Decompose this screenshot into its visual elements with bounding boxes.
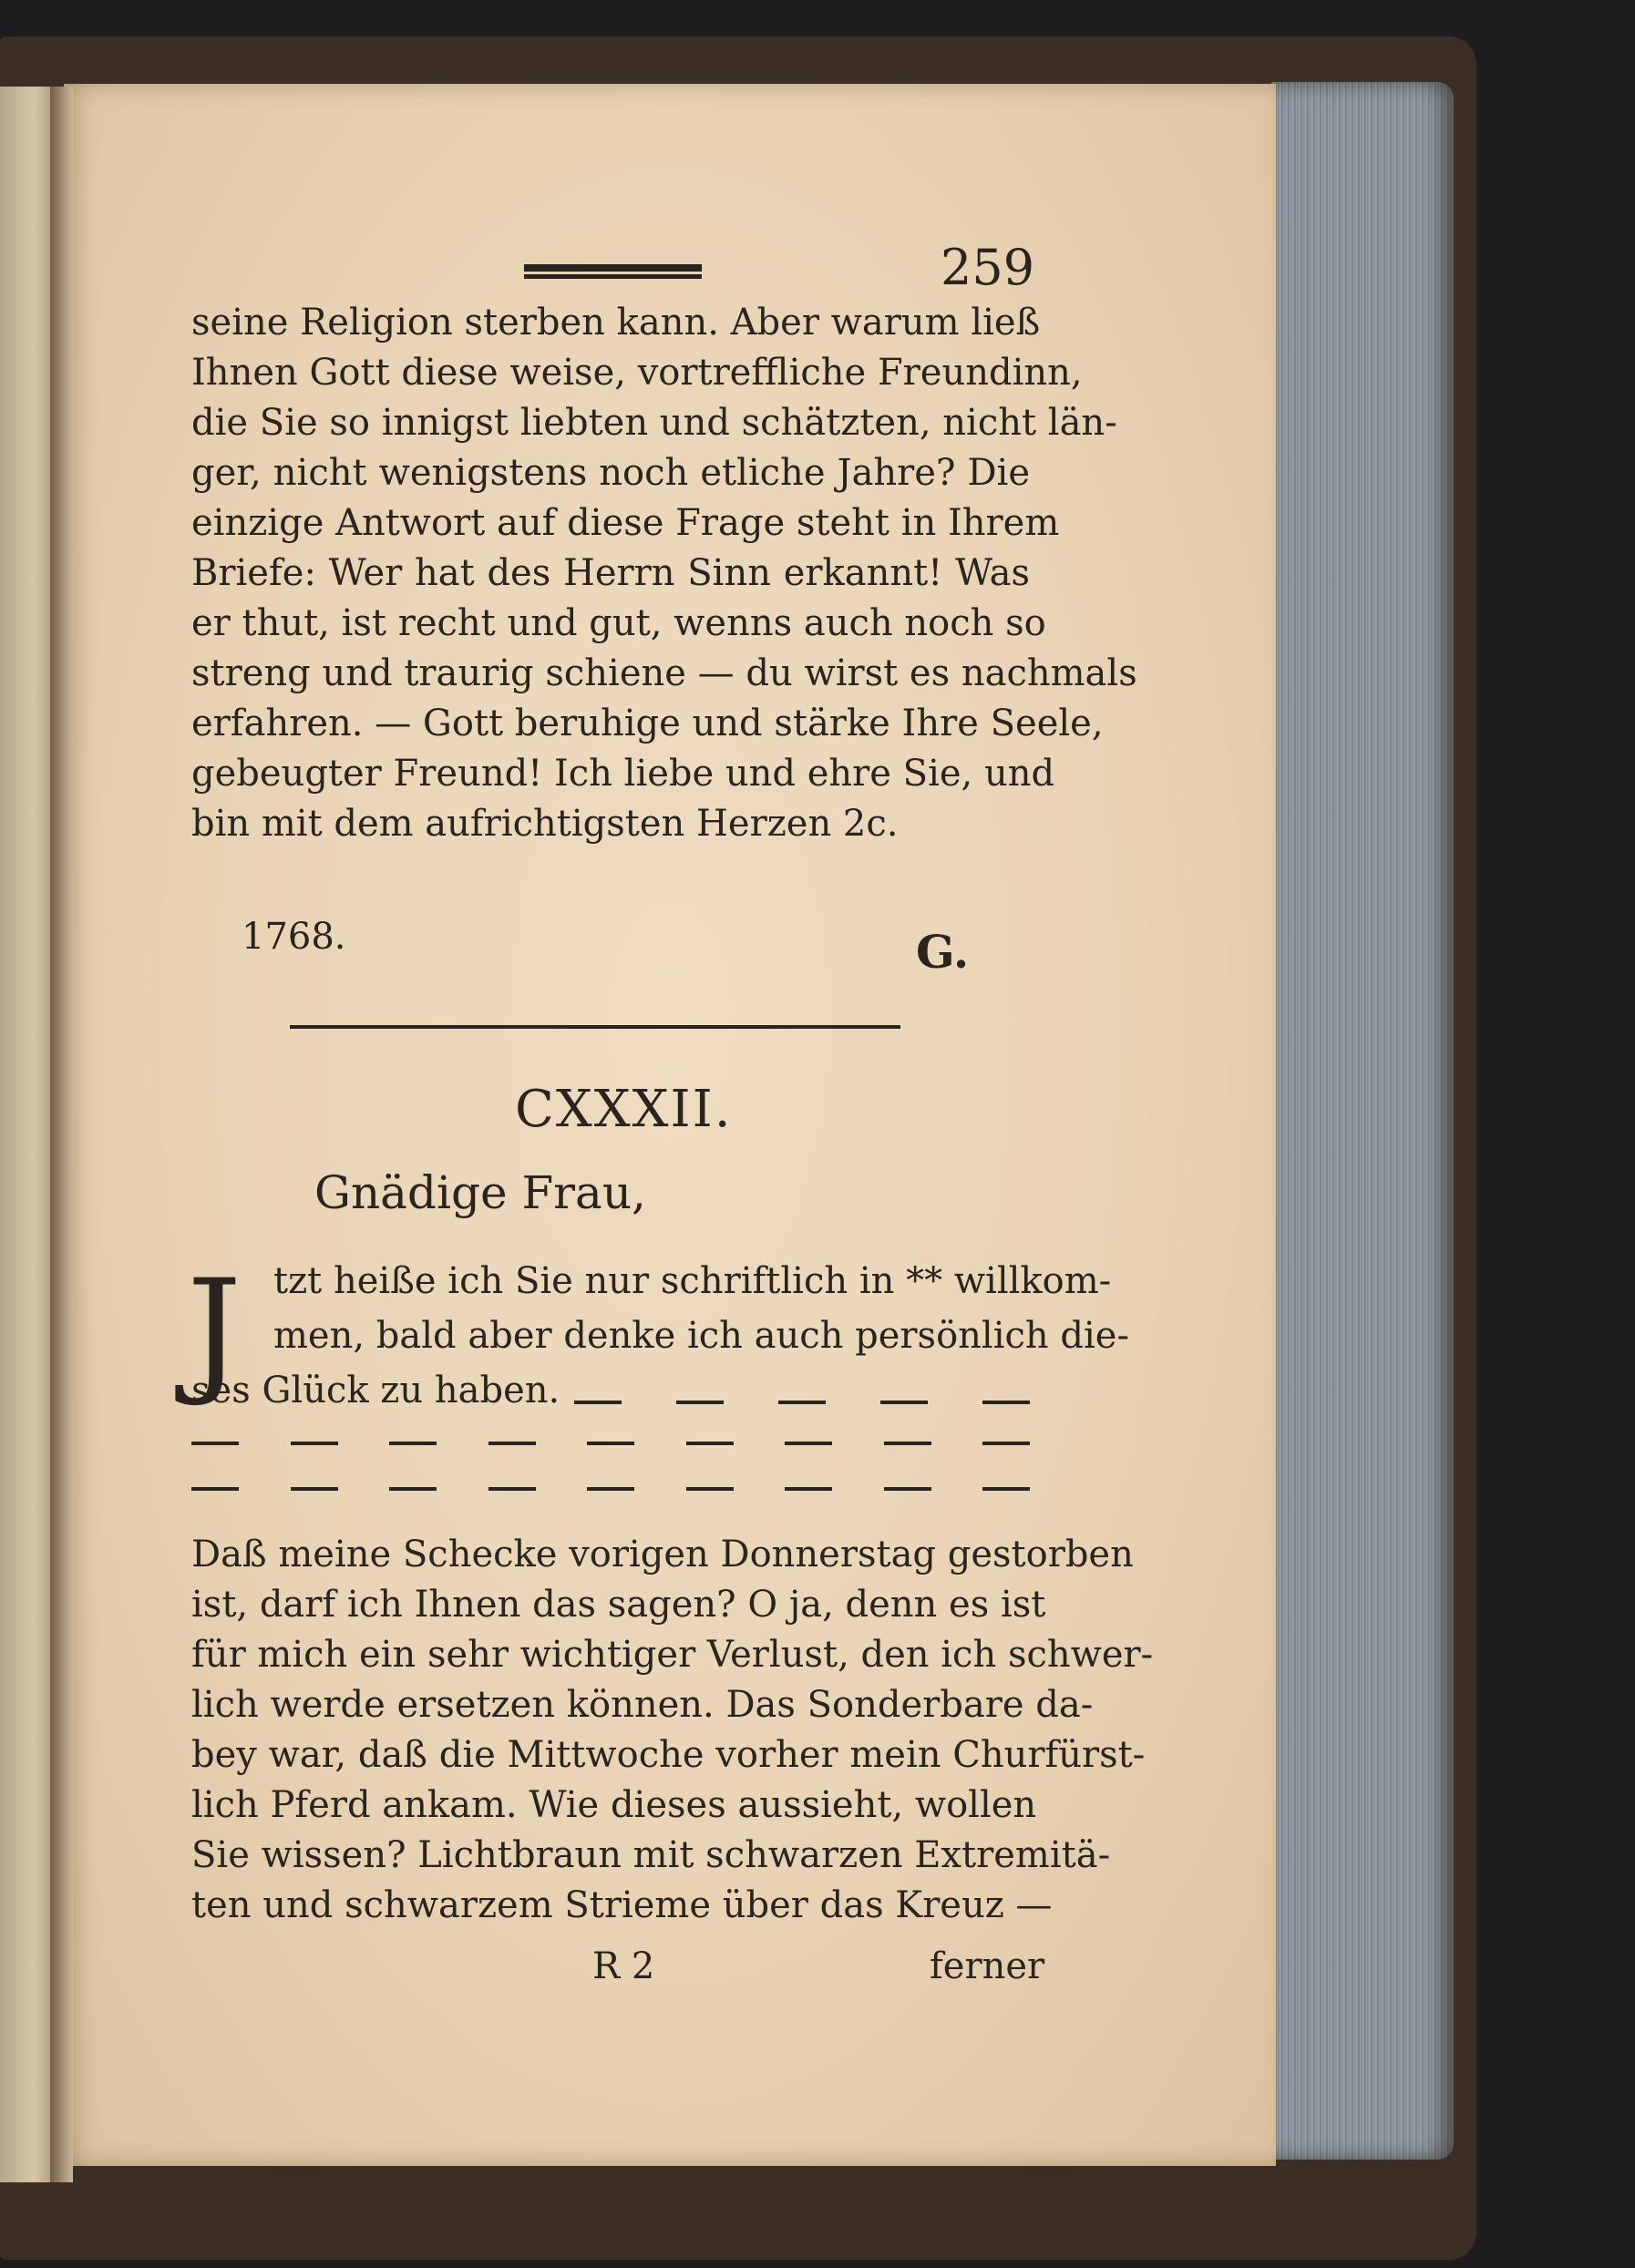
dash-row xyxy=(191,1442,1030,1445)
dash xyxy=(880,1401,928,1404)
text-line: ist, darf ich Ihnen das sagen? O ja, denn es ist xyxy=(191,1584,1046,1626)
header-rule xyxy=(524,264,702,274)
dash xyxy=(785,1487,832,1491)
dash xyxy=(982,1442,1030,1445)
dash xyxy=(686,1442,734,1445)
text-line: lich Pferd ankam. Wie dieses aussieht, wollen xyxy=(191,1784,1037,1826)
section-rule xyxy=(290,1025,900,1029)
drop-initial: J xyxy=(187,1251,242,1410)
text-line: für mich ein sehr wichtiger Verlust, den ich schwer- xyxy=(191,1634,1154,1676)
text-line: tzt heiße ich Sie nur schriftlich in ** willkom- xyxy=(273,1260,1112,1302)
chapter-heading: CXXXII. xyxy=(515,1080,733,1139)
text-line: die Sie so innigst liebten und schätzten, nicht län- xyxy=(191,402,1117,444)
dash xyxy=(587,1487,634,1491)
letter-year: 1768. xyxy=(242,916,346,958)
dash xyxy=(884,1487,931,1491)
dash xyxy=(785,1442,832,1445)
page-number: 259 xyxy=(941,239,1035,296)
signature-mark: R 2 xyxy=(592,1945,655,1987)
text-line: er thut, ist recht und gut, wenns auch noch so xyxy=(191,602,1046,644)
text-line: einzige Antwort auf diese Frage steht in Ihrem xyxy=(191,502,1060,544)
dash xyxy=(488,1487,536,1491)
dash xyxy=(778,1401,826,1404)
dash xyxy=(291,1487,338,1491)
left-page-edge xyxy=(0,87,57,2182)
text-line: lich werde ersetzen können. Das Sonderbare da- xyxy=(191,1684,1094,1726)
text-line: ten und schwarzem Strieme über das Kreuz — xyxy=(191,1884,1053,1926)
salutation: Gnädige Frau, xyxy=(314,1166,646,1219)
dash xyxy=(884,1442,931,1445)
dash xyxy=(587,1442,634,1445)
text-line: bin mit dem aufrichtigsten Herzen 2c. xyxy=(191,803,899,845)
letter-signature: G. xyxy=(916,925,970,979)
dash xyxy=(291,1442,338,1445)
text-line: Sie wissen? Lichtbraun mit schwarzen Extremitä- xyxy=(191,1834,1111,1876)
dash xyxy=(389,1442,437,1445)
text-line: streng und traurig schiene — du wirst es nachmals xyxy=(191,652,1137,694)
dash-row xyxy=(574,1401,1030,1404)
text-line: men, bald aber denke ich auch persönlich die- xyxy=(273,1315,1129,1357)
text-line: Briefe: Wer hat des Herrn Sinn erkannt! Was xyxy=(191,552,1030,594)
text-line: gebeugter Freund! Ich liebe und ehre Sie, und xyxy=(191,753,1055,795)
dash xyxy=(191,1442,239,1445)
dash xyxy=(488,1442,536,1445)
gutter xyxy=(50,87,73,2182)
dash xyxy=(676,1401,724,1404)
text-line: ger, nicht wenigstens noch etliche Jahre? Die xyxy=(191,452,1030,494)
page-edges xyxy=(1271,82,1454,2160)
text-line: erfahren. — Gott beruhige und stärke Ihre Seele, xyxy=(191,703,1104,744)
dash xyxy=(574,1401,622,1404)
dash xyxy=(982,1487,1030,1491)
text-line: Ihnen Gott diese weise, vortreffliche Freundinn, xyxy=(191,352,1083,394)
catchword: ferner xyxy=(930,1945,1045,1987)
dash-row xyxy=(191,1487,1030,1491)
text-line: bey war, daß die Mittwoche vorher mein Churfürst- xyxy=(191,1734,1146,1776)
dash xyxy=(982,1401,1030,1404)
dash xyxy=(191,1487,239,1491)
text-line: ses Glück zu haben. xyxy=(191,1370,560,1411)
text-line: Daß meine Schecke vorigen Donnerstag gestorben xyxy=(191,1534,1134,1575)
text-line: seine Religion sterben kann. Aber warum ließ xyxy=(191,302,1041,344)
dash xyxy=(686,1487,734,1491)
dash xyxy=(389,1487,437,1491)
